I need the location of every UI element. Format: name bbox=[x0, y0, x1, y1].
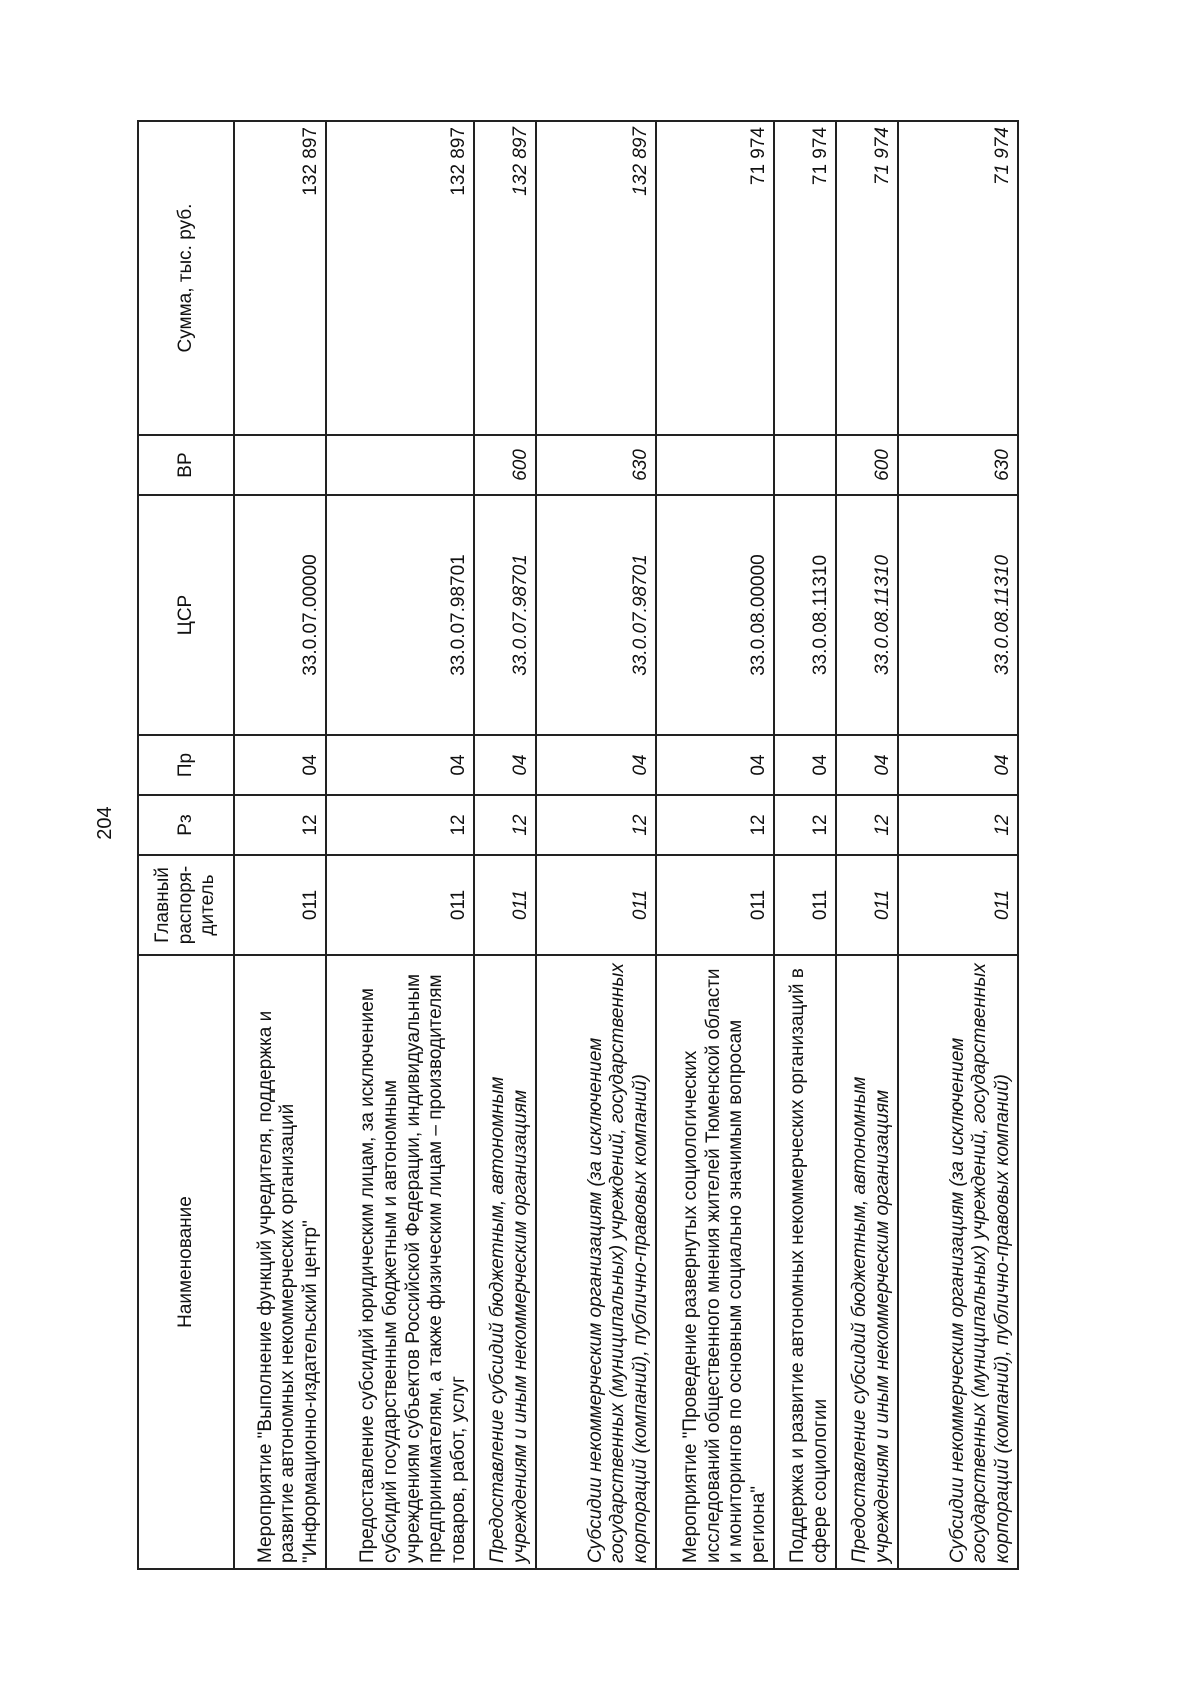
table-row bbox=[474, 121, 536, 1569]
cell-vr bbox=[774, 435, 836, 495]
cell-sum: 132 897 bbox=[326, 121, 474, 435]
cell-rz: 12 bbox=[326, 795, 474, 855]
table-body bbox=[234, 121, 1018, 1569]
budget-table bbox=[137, 120, 1019, 1570]
cell-csr: 33.0.07.98701 bbox=[474, 495, 536, 735]
cell-rz: 12 bbox=[898, 795, 1018, 855]
cell-grbs: 011 bbox=[898, 855, 1018, 955]
cell-vr: 600 bbox=[836, 435, 898, 495]
cell-csr: 33.0.07.00000 bbox=[234, 495, 326, 735]
cell-name: Мероприятие "Выполнение функций учредителя, поддержка и развитие автономных некоммерческих организаций "Информационно-издательский центр" bbox=[234, 955, 326, 1569]
cell-grbs: 011 bbox=[774, 855, 836, 955]
table-row bbox=[898, 121, 1018, 1569]
cell-vr bbox=[234, 435, 326, 495]
cell-sum: 132 897 bbox=[536, 121, 656, 435]
cell-sum: 132 897 bbox=[474, 121, 536, 435]
cell-name: Поддержка и развитие автономных некоммерческих организаций в сфере социологии bbox=[774, 955, 836, 1569]
cell-grbs: 011 bbox=[234, 855, 326, 955]
cell-grbs: 011 bbox=[536, 855, 656, 955]
table-row bbox=[234, 121, 326, 1569]
cell-name: Мероприятие "Проведение развернутых социологических исследований общественного мнения жителей Тюменской области и мониторингов по основным социально значимым вопросам региона" bbox=[656, 955, 774, 1569]
cell-csr: 33.0.07.98701 bbox=[536, 495, 656, 735]
cell-csr: 33.0.08.00000 bbox=[656, 495, 774, 735]
cell-vr: 630 bbox=[536, 435, 656, 495]
cell-pr: 04 bbox=[836, 735, 898, 795]
cell-name: Субсидии некоммерческим организациям (за исключением государственных (муниципальных) учреждений, государственных корпораций (компаний), публично-правовых компаний) bbox=[536, 955, 656, 1569]
cell-sum: 71 974 bbox=[898, 121, 1018, 435]
cell-sum: 132 897 bbox=[234, 121, 326, 435]
header-rz: Рз bbox=[138, 795, 234, 855]
header-csr: ЦСР bbox=[138, 495, 234, 735]
budget-table-wrapper bbox=[137, 122, 1014, 1570]
cell-csr: 33.0.08.11310 bbox=[898, 495, 1018, 735]
cell-pr: 04 bbox=[774, 735, 836, 795]
cell-rz: 12 bbox=[474, 795, 536, 855]
cell-vr: 600 bbox=[474, 435, 536, 495]
header-pr: Пр bbox=[138, 735, 234, 795]
header-sum: Сумма, тыс. руб. bbox=[138, 121, 234, 435]
cell-name: Предоставление субсидий юридическим лицам, за исключением субсидий государственным бюджетным и автономным учреждениям субъектов Российской Федерации, индивидуальным предпринимателям, а также физическим лицам – производителям товаров, работ, услуг bbox=[326, 955, 474, 1569]
header-name: Наименование bbox=[138, 955, 234, 1569]
cell-csr: 33.0.08.11310 bbox=[836, 495, 898, 735]
header-grbs: Главный распоря-дитель bbox=[138, 855, 234, 955]
cell-pr: 04 bbox=[234, 735, 326, 795]
cell-sum: 71 974 bbox=[656, 121, 774, 435]
cell-grbs: 011 bbox=[656, 855, 774, 955]
cell-name: Субсидии некоммерческим организациям (за исключением государственных (муниципальных) учреждений, государственных корпораций (компаний), публично-правовых компаний) bbox=[898, 955, 1018, 1569]
table-row bbox=[774, 121, 836, 1569]
table-row bbox=[326, 121, 474, 1569]
cell-csr: 33.0.08.11310 bbox=[774, 495, 836, 735]
cell-pr: 04 bbox=[898, 735, 1018, 795]
table-header-row bbox=[138, 121, 234, 1569]
cell-rz: 12 bbox=[234, 795, 326, 855]
cell-name: Предоставление субсидий бюджетным, автономным учреждениям и иным некоммерческим организациям bbox=[474, 955, 536, 1569]
cell-rz: 12 bbox=[536, 795, 656, 855]
table-row bbox=[656, 121, 774, 1569]
table-row bbox=[836, 121, 898, 1569]
page-number: 204 bbox=[94, 806, 116, 840]
cell-grbs: 011 bbox=[836, 855, 898, 955]
cell-csr: 33.0.07.98701 bbox=[326, 495, 474, 735]
cell-sum: 71 974 bbox=[836, 121, 898, 435]
cell-vr bbox=[656, 435, 774, 495]
cell-sum: 71 974 bbox=[774, 121, 836, 435]
cell-pr: 04 bbox=[656, 735, 774, 795]
cell-grbs: 011 bbox=[326, 855, 474, 955]
cell-vr: 630 bbox=[898, 435, 1018, 495]
cell-rz: 12 bbox=[836, 795, 898, 855]
table-row bbox=[536, 121, 656, 1569]
cell-vr bbox=[326, 435, 474, 495]
cell-rz: 12 bbox=[774, 795, 836, 855]
cell-name: Предоставление субсидий бюджетным, автономным учреждениям и иным некоммерческим организациям bbox=[836, 955, 898, 1569]
cell-pr: 04 bbox=[536, 735, 656, 795]
cell-rz: 12 bbox=[656, 795, 774, 855]
header-vr: ВР bbox=[138, 435, 234, 495]
cell-pr: 04 bbox=[474, 735, 536, 795]
cell-grbs: 011 bbox=[474, 855, 536, 955]
rotated-page-content bbox=[137, 122, 1014, 1570]
cell-pr: 04 bbox=[326, 735, 474, 795]
